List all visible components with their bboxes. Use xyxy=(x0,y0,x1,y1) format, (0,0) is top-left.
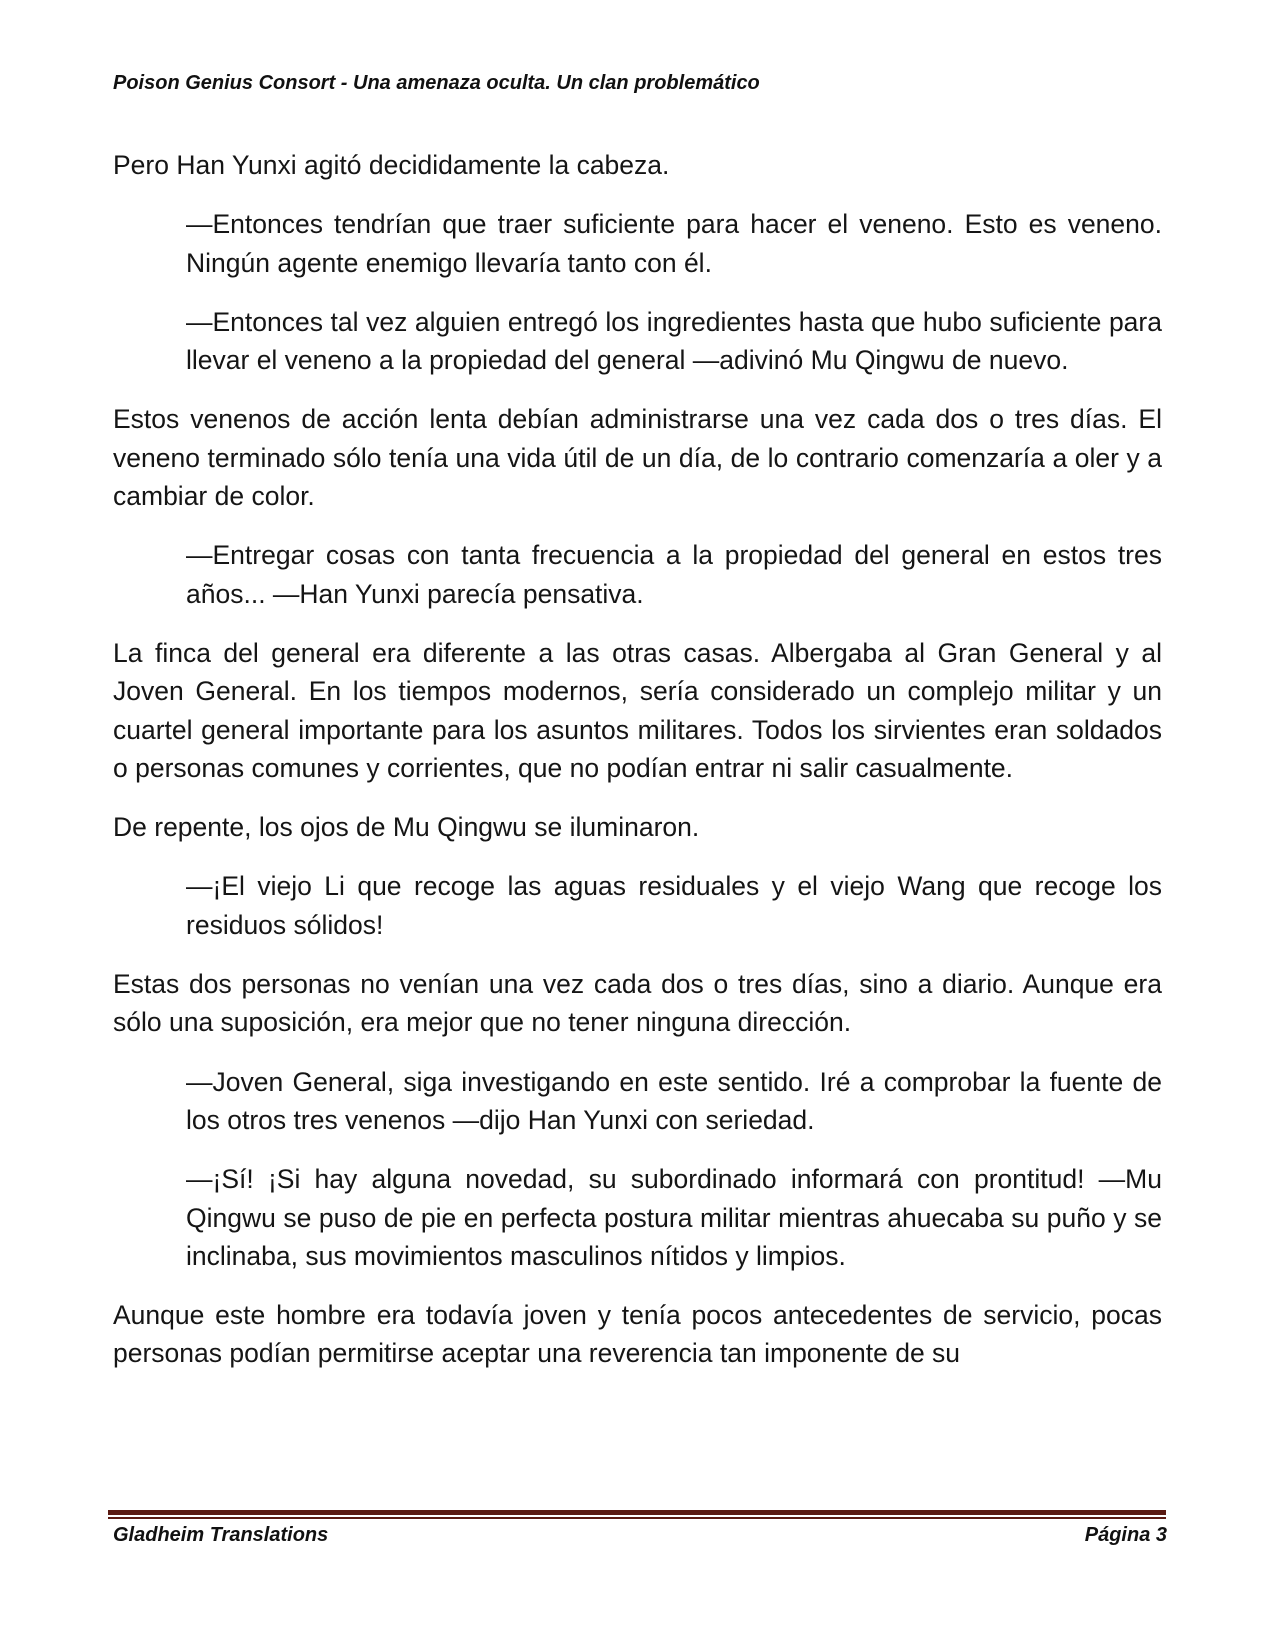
paragraph: La finca del general era diferente a las otras casas. Albergaba al Gran General y al Joven General. En los tiempos modernos, sería considerado un complejo militar y un cuartel general importante para los asuntos militares. Todos los sirvientes eran soldados o personas comunes y corrientes, que no podían entrar ni salir casualmente. xyxy=(113,637,1162,783)
paragraph: Pero Han Yunxi agitó decididamente la cabeza. xyxy=(113,150,670,180)
dialogue-paragraph: —¡Sí! ¡Si hay alguna novedad, su subordinado informará con prontitud! —Mu Qingwu se puso de pie en perfecta postura militar mientras ahuecaba su puño y se inclinaba, sus movimientos masculinos nítidos y limpios. xyxy=(186,1164,1162,1271)
footer-divider-thick-line xyxy=(108,1510,1166,1515)
page-header-title: Poison Genius Consort - Una amenaza oculta. Un clan problemático xyxy=(113,72,760,94)
dialogue-paragraph: —¡El viejo Li que recoge las aguas residuales y el viejo Wang que recoge los residuos sólidos! xyxy=(186,871,1162,940)
document-body xyxy=(113,146,1162,1394)
paragraph: Estas dos personas no venían una vez cada dos o tres días, sino a diario. Aunque era sólo una suposición, era mejor que no tener ninguna dirección. xyxy=(113,969,1162,1038)
paragraph: De repente, los ojos de Mu Qingwu se iluminaron. xyxy=(113,812,700,843)
footer-translator-credit: Gladheim Translations xyxy=(113,1524,329,1546)
footer-page-number: Página 3 xyxy=(1084,1524,1167,1546)
paragraph: Aunque este hombre era todavía joven y tenía pocos antecedentes de servicio, pocas personas podían permitirse aceptar una reverencia tan imponente de su xyxy=(113,1300,1162,1369)
footer-divider-thin-line xyxy=(108,1517,1166,1519)
dialogue-paragraph: —Entonces tendrían que traer suficiente para hacer el veneno. Esto es veneno. Ningún agente enemigo llevaría tanto con él. xyxy=(186,209,1162,278)
paragraph: Estos venenos de acción lenta debían administrarse una vez cada dos o tres días. El veneno terminado sólo tenía una vida útil de un día, de lo contrario comenzaría a oler y a cambiar de color. xyxy=(113,404,1162,512)
dialogue-paragraph: —Entregar cosas con tanta frecuencia a la propiedad del general en estos tres años... —Han Yunxi parecía pensativa. xyxy=(186,540,1162,609)
dialogue-paragraph: —Entonces tal vez alguien entregó los ingredientes hasta que hubo suficiente para llevar el veneno a la propiedad del general —adivinó Mu Qingwu de nuevo. xyxy=(186,306,1162,376)
dialogue-paragraph: —Joven General, siga investigando en este sentido. Iré a comprobar la fuente de los otros tres venenos —dijo Han Yunxi con seriedad. xyxy=(186,1066,1162,1135)
